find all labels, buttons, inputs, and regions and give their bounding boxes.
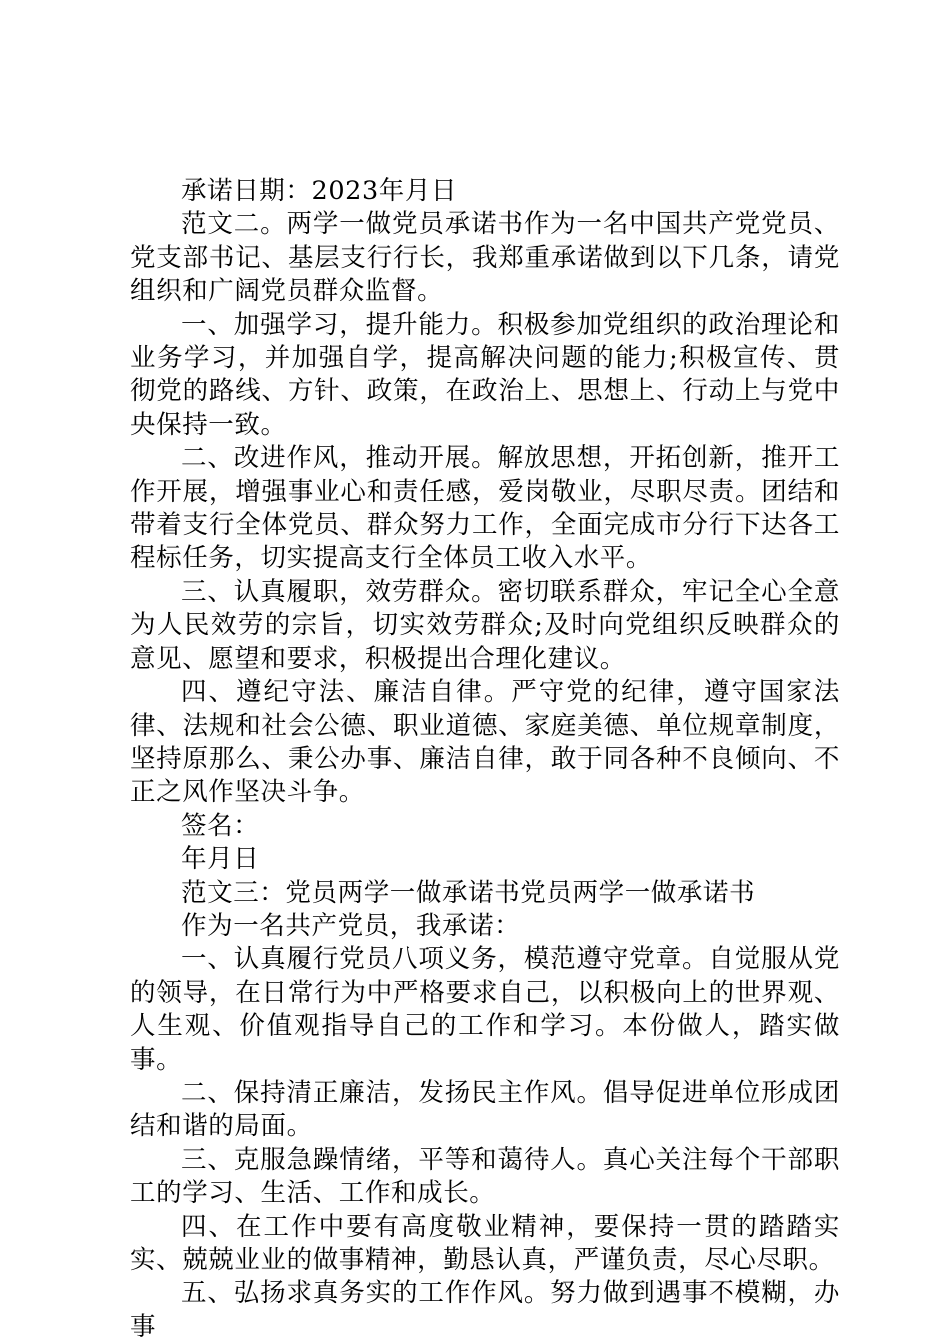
sample-two-intro: 范文二。两学一做党员承诺书作为一名中国共产党党员、党支部书记、基层支行行长，我郑重承诺做到以下几条，请党组织和广阔党员群众监督。 — [130, 209, 840, 307]
sample-two-item-4: 四、遵纪守法、廉洁自律。严守党的纪律，遵守国家法律、法规和社会公德、职业道德、家庭美德、单位规章制度，坚持原那么、秉公办事、廉洁自律，敢于同各种不良倾向、不正之风作坚决斗争。 — [130, 677, 840, 808]
sample-three-item-2: 二、保持清正廉洁，发扬民主作风。倡导促进单位形成团结和谐的局面。 — [130, 1077, 840, 1142]
commitment-date-line: 承诺日期：2023年月日 — [181, 176, 458, 206]
sample-two-item-1: 一、加强学习，提升能力。积极参加党组织的政治理论和业务学习，并加强自学，提高解决问题的能力;积极宣传、贯彻党的路线、方针、政策，在政治上、思想上、行动上与党中央保持一致。 — [130, 309, 840, 440]
sample-three-item-1: 一、认真履行党员八项义务，模范遵守党章。自觉服从党的领导，在日常行为中严格要求自己，以积极向上的世界观、人生观、价值观指导自己的工作和学习。本份做人，踏实做事。 — [130, 944, 840, 1075]
sample-two-item-3: 三、认真履职，效劳群众。密切联系群众，牢记全心全意为人民效劳的宗旨，切实效劳群众;及时向党组织反映群众的意见、愿望和要求，积极提出合理化建议。 — [130, 576, 840, 674]
sample-three-title: 范文三：党员两学一做承诺书党员两学一做承诺书 — [181, 877, 756, 908]
signature-line: 签名： — [181, 810, 260, 841]
sample-two-item-2: 二、改进作风，推动开展。解放思想，开拓创新，推开工作开展，增强事业心和责任感，爱岗敬业，尽职尽责。团结和带着支行全体党员、群众努力工作，全面完成市分行下达各工程标任务，切实提高支行全体员工收入水平。 — [130, 443, 840, 574]
sample-three-item-5: 五、弘扬求真务实的工作作风。努力做到遇事不模糊，办事 — [130, 1278, 840, 1342]
sample-three-item-3: 三、克服急躁情绪，平等和蔼待人。真心关注每个干部职工的学习、生活、工作和成长。 — [130, 1144, 840, 1209]
sample-three-item-4: 四、在工作中要有高度敬业精神，要保持一贯的踏踏实实、兢兢业业的做事精神，勤恳认真，严谨负责，尽心尽职。 — [130, 1211, 840, 1275]
sample-three-intro: 作为一名共产党员，我承诺： — [181, 910, 521, 941]
document-page — [130, 175, 840, 1344]
date-line: 年月日 — [181, 844, 260, 875]
